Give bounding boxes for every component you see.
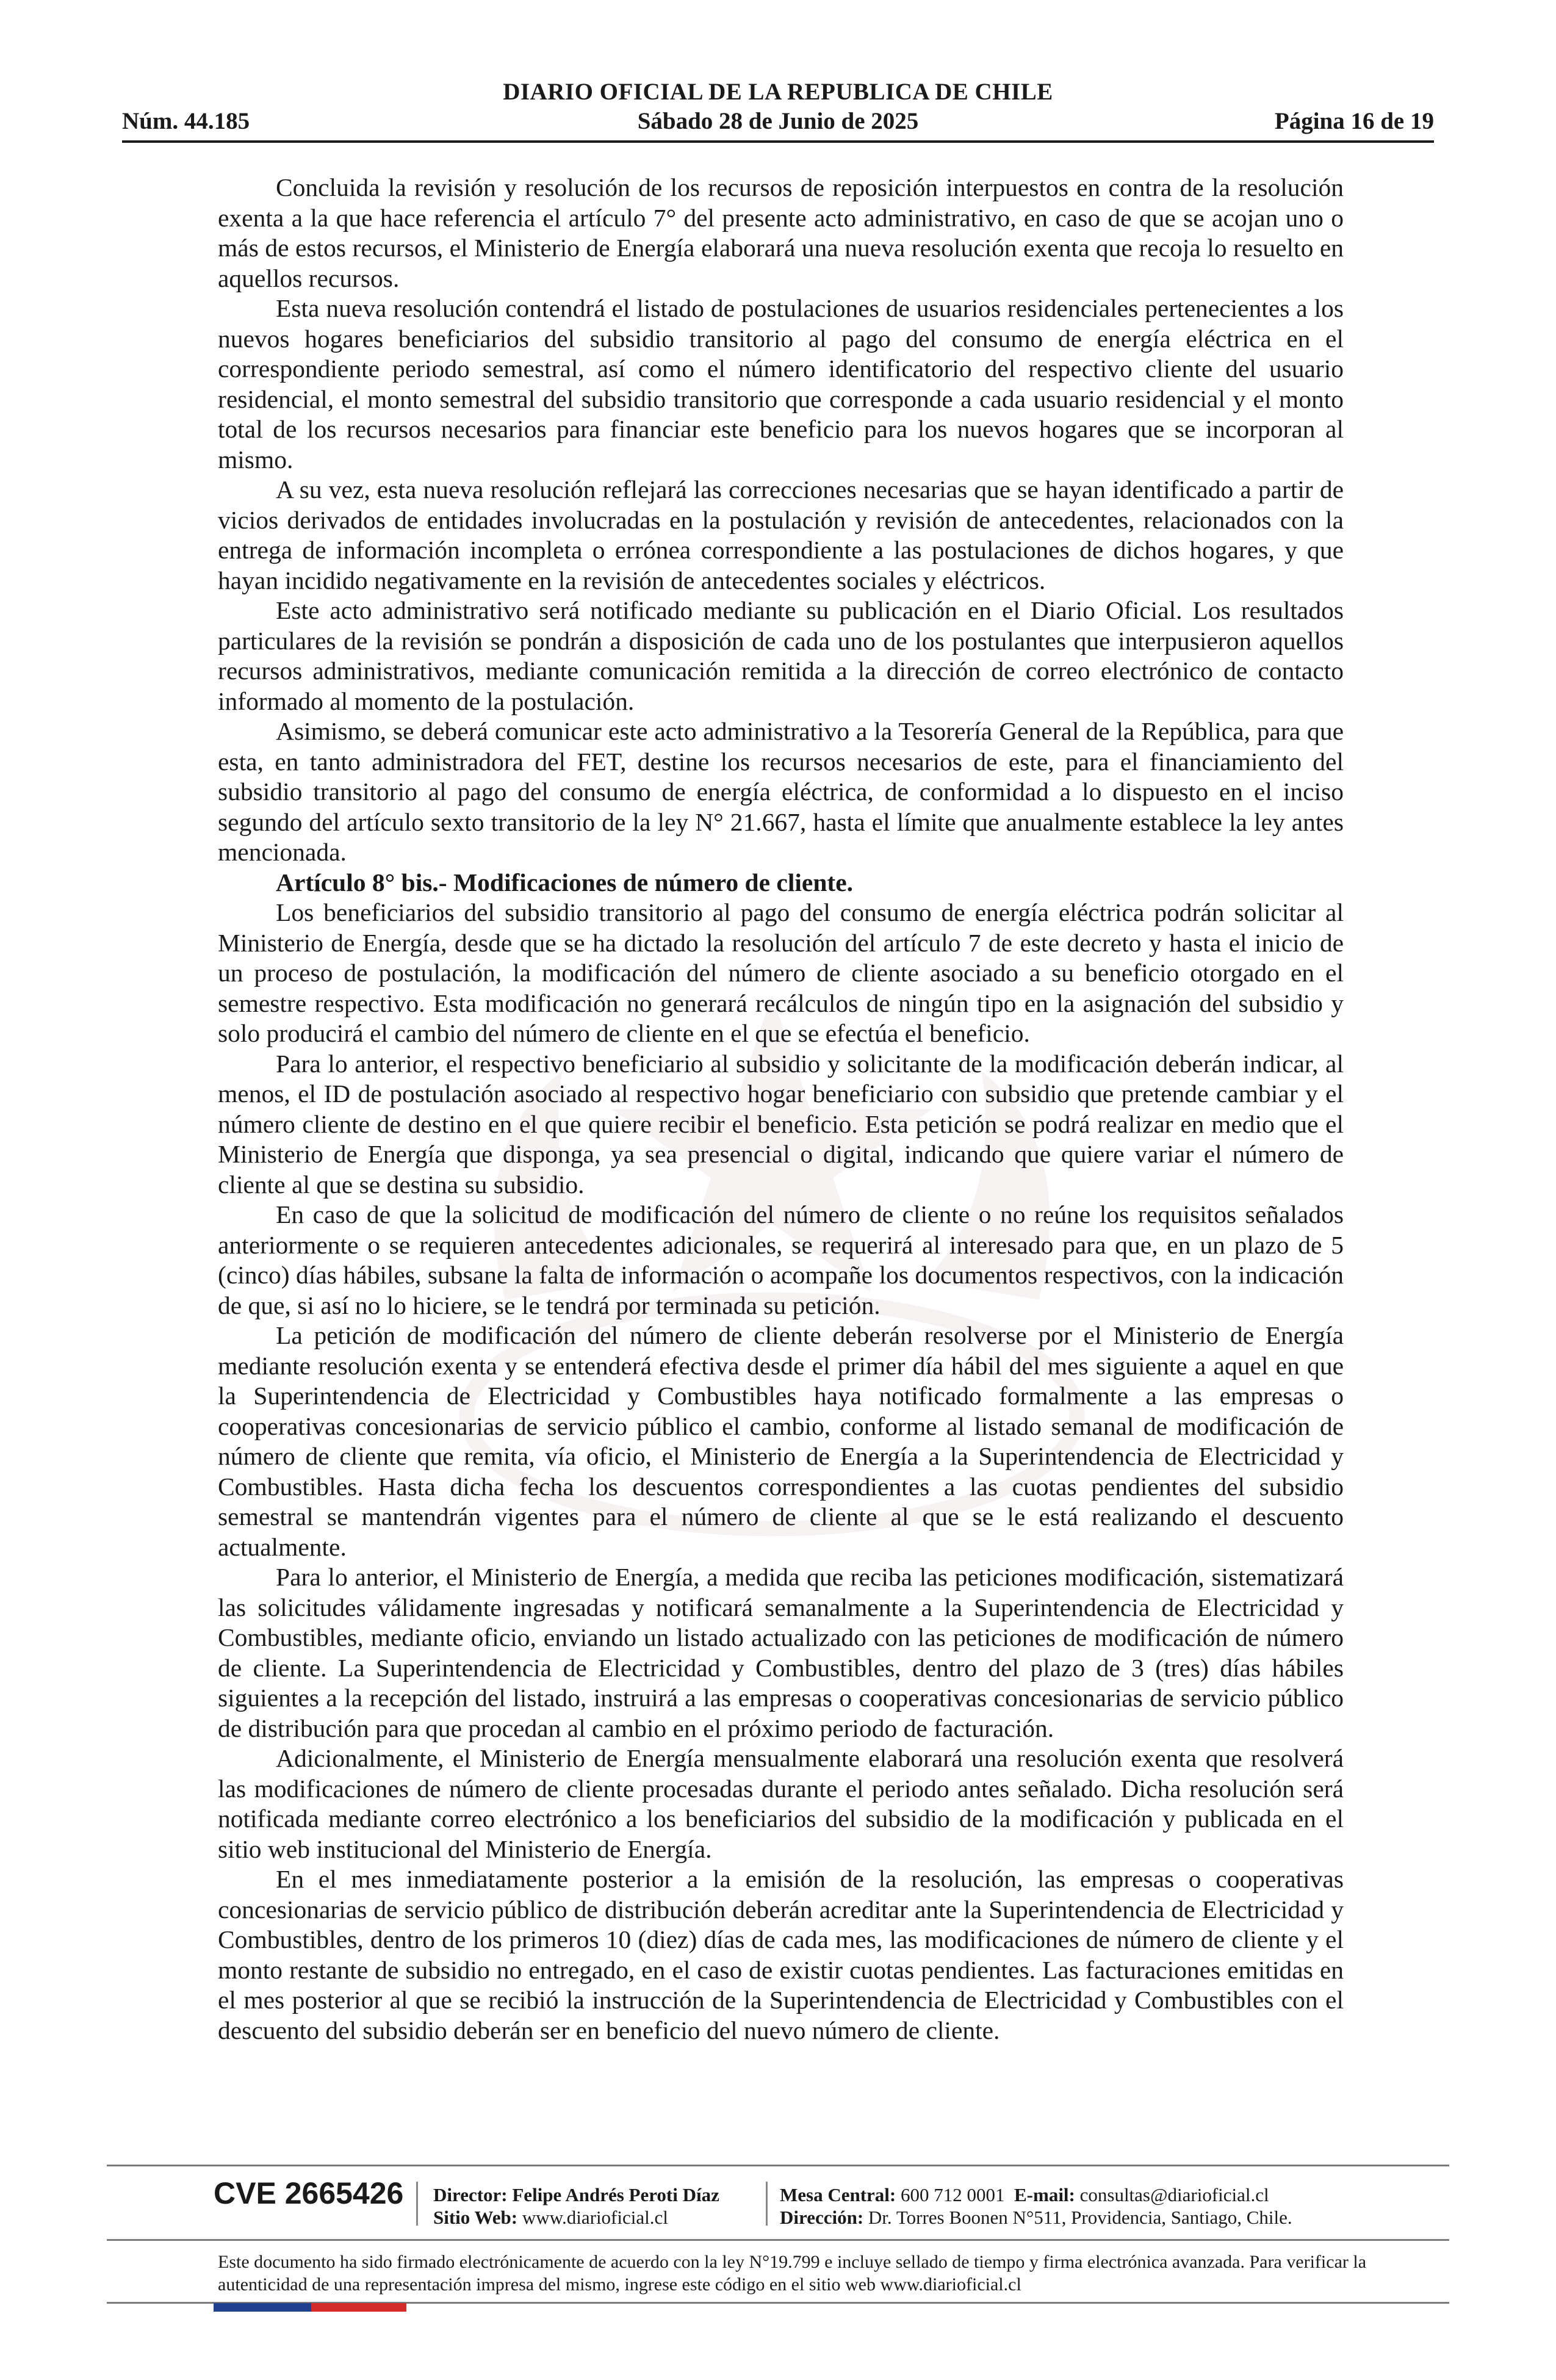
phone-number: 600 712 0001 (901, 2184, 1005, 2205)
flag-stripe-red (311, 2303, 406, 2312)
body-paragraph: Esta nueva resolución contendrá el listado de postulaciones de usuarios residenciales pertenecientes a los nuevos hogares beneficiarios del subsidio transitorio al pago del consumo de energía eléctrica en el correspondiente periodo semestral, así como el número identificatorio del respectivo cliente del usuario residencial, el monto semestral del subsidio transitorio que corresponde a cada usuario residencial y el monto total de los recursos necesarios para financiar este beneficio para los nuevos hogares que se incorporan al mismo. (218, 294, 1344, 474)
body-paragraph: A su vez, esta nueva resolución reflejará las correcciones necesarias que se hayan identificado a partir de vicios derivados de entidades involucradas en la postulación y revisión de antecedentes, relacionados con la entrega de información incompleta o errónea correspondiente a las postulaciones de dichos hogares, y que hayan incidido negativamente en la revisión de antecedentes sociales y eléctricos. (218, 475, 1344, 594)
phone-label: Mesa Central: (780, 2184, 896, 2205)
address-label: Dirección: (780, 2207, 864, 2228)
newspaper-title: DIARIO OFICIAL DE LA REPUBLICA DE CHILE (503, 79, 1053, 105)
email-label: E-mail: (1014, 2184, 1075, 2205)
footer-director-block (433, 2183, 719, 2229)
footer-middle-divider (107, 2239, 1449, 2241)
website-link[interactable]: www.diarioficial.cl (522, 2207, 668, 2228)
body-paragraph: Para lo anterior, el Ministerio de Energía, a medida que reciba las peticiones modificación, sistematizará las solicitudes válidamente ingresadas y notificará semanalmente a la Superintendencia de Electricidad y Combustibles, mediante oficio, enviando un listado actualizado con las peticiones de modificación de número de cliente. La Superintendencia de Electricidad y Combustibles, dentro del plazo de 3 (tres) días hábiles siguientes a la recepción del listado, instruirá a las empresas o cooperativas concesionarias de servicio público de distribución para que procedan al cambio en el próximo periodo de facturación. (218, 1563, 1344, 1742)
website-label: Sitio Web: (433, 2207, 518, 2228)
issue-number: Núm. 44.185 (122, 108, 250, 134)
footer-top-divider (107, 2165, 1449, 2166)
email-link[interactable]: consultas@diarioficial.cl (1079, 2184, 1269, 2205)
address-text: Dr. Torres Boonen N°511, Providencia, Santiago, Chile. (868, 2207, 1292, 2228)
page-indicator: Página 16 de 19 (1274, 108, 1434, 134)
director-name: Felipe Andrés Peroti Díaz (512, 2184, 719, 2205)
cve-code: CVE 2665426 (214, 2176, 404, 2210)
director-label: Director: (433, 2184, 508, 2205)
footer-separator (416, 2182, 418, 2226)
body-paragraph: Asimismo, se deberá comunicar este acto administrativo a la Tesorería General de la República, para que esta, en tanto administradora del FET, destine los recursos necesarios de este, para el financiamiento del subsidio transitorio al pago del consumo de energía eléctrica, de conformidad a lo dispuesto en el inciso segundo del artículo sexto transitorio de la ley N° 21.667, hasta el límite que anualmente establece la ley antes mencionada. (218, 717, 1344, 866)
body-paragraph: Adicionalmente, el Ministerio de Energía mensualmente elaborará una resolución exenta que resolverá las modificaciones de número de cliente procesadas durante el periodo antes señalado. Dicha resolución será notificada mediante correo electrónico a los beneficiarios del subsidio de la modificación y publicada en el sitio web institucional del Ministerio de Energía. (218, 1744, 1344, 1863)
body-paragraph: Los beneficiarios del subsidio transitorio al pago del consumo de energía eléctrica podrán solicitar al Ministerio de Energía, desde que se ha dictado la resolución del artículo 7 de este decreto y hasta el inicio de un proceso de postulación, la modificación del número de cliente asociado a su beneficio otorgado en el semestre respectivo. Esta modificación no generará recálculos de ningún tipo en la asignación del subsidio y solo producirá el cambio del número de cliente en el que se efectúa el beneficio. (218, 898, 1344, 1047)
flag-stripe-blue (214, 2303, 311, 2312)
body-paragraph: Para lo anterior, el respectivo beneficiario al subsidio y solicitante de la modificación deberán indicar, al menos, el ID de postulación asociado al respectivo hogar beneficiario con subsidio que pretende cambiar y el número cliente de destino en el que quiere recibir el beneficio. Esta petición se podrá realizar en medio que el Ministerio de Energía que disponga, ya sea presencial o digital, indicando que quiere variar el número de cliente al que se destina su subsidio. (218, 1049, 1344, 1199)
header-divider (122, 140, 1434, 143)
footer-contact-block (780, 2183, 1292, 2229)
footer-separator (766, 2182, 768, 2226)
body-paragraph: En caso de que la solicitud de modificación del número de cliente o no reúne los requisitos señalados anteriormente o se requieren antecedentes adicionales, se requerirá al interesado para que, en un plazo de 5 (cinco) días hábiles, subsane la falta de información o acompañe los documentos respectivos, con la indicación de que, si así no lo hiciere, se le tendrá por terminada su petición. (218, 1200, 1344, 1319)
document-body (218, 173, 1344, 2046)
body-paragraph: En el mes inmediatamente posterior a la emisión de la resolución, las empresas o cooperativas concesionarias de servicio público de distribución deberán acreditar ante la Superintendencia de Electricidad y Combustibles, dentro de los primeros 10 (diez) días de cada mes, las modificaciones de número de cliente y el monto restante de subsidio no entregado, en el caso de existir cuotas pendientes. Las facturaciones emitidas en el mes posterior al que se recibió la instrucción de la Superintendencia de Electricidad y Combustibles con el descuento del subsidio deberán ser en beneficio del nuevo número de cliente. (218, 1865, 1344, 2044)
issue-date: Sábado 28 de Junio de 2025 (637, 108, 919, 134)
body-paragraph: Este acto administrativo será notificado mediante su publicación en el Diario Oficial. Los resultados particulares de la revisión se pondrán a disposición de cada uno de los postulantes que interpusieron aquellos recursos administrativos, mediante comunicación remitida a la dirección de correo electrónico de contacto informado al momento de la postulación. (218, 596, 1344, 715)
signature-note: Este documento ha sido firmado electrónicamente de acuerdo con la ley N°19.799 e incluye sellado de tiempo y firma electrónica avanzada. Para verificar la autenticidad de una representación impresa del mismo, ingrese este código en el sitio web www.diarioficial.cl (218, 2252, 1367, 2295)
body-paragraph: Concluida la revisión y resolución de los recursos de reposición interpuestos en contra de la resolución exenta a la que hace referencia el artículo 7° del presente acto administrativo, en caso de que se acojan uno o más de estos recursos, el Ministerio de Energía elaborará una nueva resolución exenta que recoja lo resuelto en aquellos recursos. (218, 173, 1344, 292)
article-heading: Artículo 8° bis.- Modificaciones de número de cliente. (276, 868, 854, 896)
body-paragraph: La petición de modificación del número de cliente deberán resolverse por el Ministerio de Energía mediante resolución exenta y se entenderá efectiva desde el primer día hábil del mes siguiente a aquel en que la Superintendencia de Electricidad y Combustibles haya notificado formalmente a las empresas o cooperativas concesionarias de servicio público el cambio, conforme al listado semanal de modificación de número de cliente que remita, vía oficio, el Ministerio de Energía a la Superintendencia de Electricidad y Combustibles. Hasta dicha fecha los descuentos correspondientes a las cuotas pendientes del subsidio semestral se mantendrán vigentes para el número de cliente al que se le está realizando el descuento actualmente. (218, 1321, 1344, 1561)
page-header (122, 72, 1434, 145)
